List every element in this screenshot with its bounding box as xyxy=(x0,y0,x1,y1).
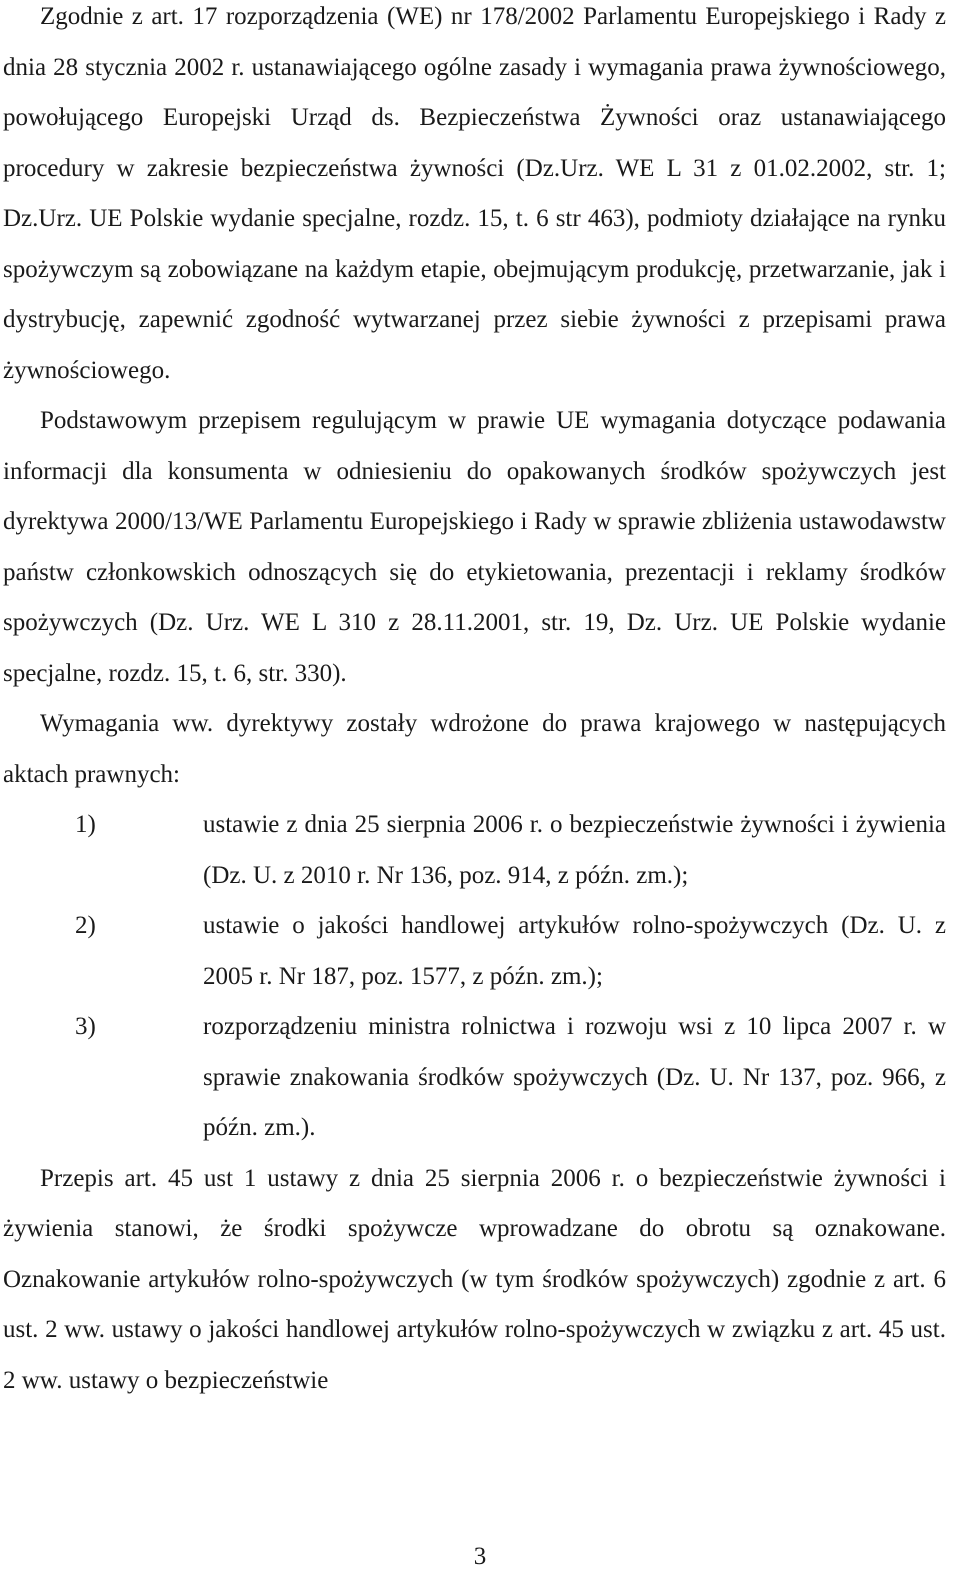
list-item-text: ustawie z dnia 25 sierpnia 2006 r. o bezpieczeństwie żywności i żywienia (Dz. U. z 2010 r. Nr 136, poz. 914, z późn. zm.); xyxy=(203,811,946,889)
paragraph-directive-2000-13: Podstawowym przepisem regulującym w prawie UE wymagania dotyczące podawania informacji dla konsumenta w odniesieniu do opakowanych środków spożywczych jest dyrektywa 2000/13/WE Parlamentu Europejskiego i Rady w sprawie zbliżenia ustawodawstw państw członkowskich odnoszących się do etykietowania, prezentacji i reklamy środków spożywczych (Dz. Urz. WE L 310 z 28.11.2001, str. 19, Dz. Urz. UE Polskie wydanie specjalne, rozdz. 15, t. 6, str. 330). xyxy=(3,407,946,687)
paragraph-article-45: Przepis art. 45 ust 1 ustawy z dnia 25 sierpnia 2006 r. o bezpieczeństwie żywności i żywienia stanowi, że środki spożywcze wprowadzane do obrotu są oznakowane. Oznakowanie artykułów rolno-spożywczych (w tym środków spożywczych) zgodnie z art. 6 ust. 2 ww. ustawy o jakości handlowej artykułów rolno-spożywczych w związku z art. 45 ust. 2 ww. ustawy o bezpieczeństwie xyxy=(3,1164,946,1394)
paragraph-regulation-178: Zgodnie z art. 17 rozporządzenia (WE) nr 178/2002 Parlamentu Europejskiego i Rady z dnia 28 stycznia 2002 r. ustanawiającego ogólne zasady i wymagania prawa żywnościowego, powołującego Europejski Urząd ds. Bezpieczeństwa Żywności oraz ustanawiającego procedury w zakresie bezpieczeństwa żywności (Dz.Urz. WE L 31 z 01.02.2002, str. 1; Dz.Urz. UE Polskie wydanie specjalne, rozdz. 15, t. 6 str 463), podmioty działające na rynku spożywczym są zobowiązane na każdym etapie, obejmującym produkcję, przetwarzanie, jak i dystrybucję, zapewnić zgodność wytwarzanej przez siebie żywności z przepisami prawa żywnościowego. xyxy=(3,3,946,384)
list-item-number: 2) xyxy=(75,912,96,939)
list-item-number: 3) xyxy=(75,1013,96,1040)
list-item xyxy=(3,1002,946,1154)
paragraph-implementation-intro: Wymagania ww. dyrektywy zostały wdrożone do prawa krajowego w następujących aktach prawnych: xyxy=(3,710,946,788)
list-item-number: 1) xyxy=(75,811,96,838)
list-item-text: ustawie o jakości handlowej artykułów rolno-spożywczych (Dz. U. z 2005 r. Nr 187, poz. 1577, z późn. zm.); xyxy=(203,912,946,990)
list-item-text: rozporządzeniu ministra rolnictwa i rozwoju wsi z 10 lipca 2007 r. w sprawie znakowania środków spożywczych (Dz. U. Nr 137, poz. 966, z późn. zm.). xyxy=(203,1013,946,1141)
page-number: 3 xyxy=(473,1543,487,1570)
list-item xyxy=(3,800,946,901)
legal-acts-list xyxy=(3,800,946,1154)
list-item xyxy=(3,901,946,1002)
